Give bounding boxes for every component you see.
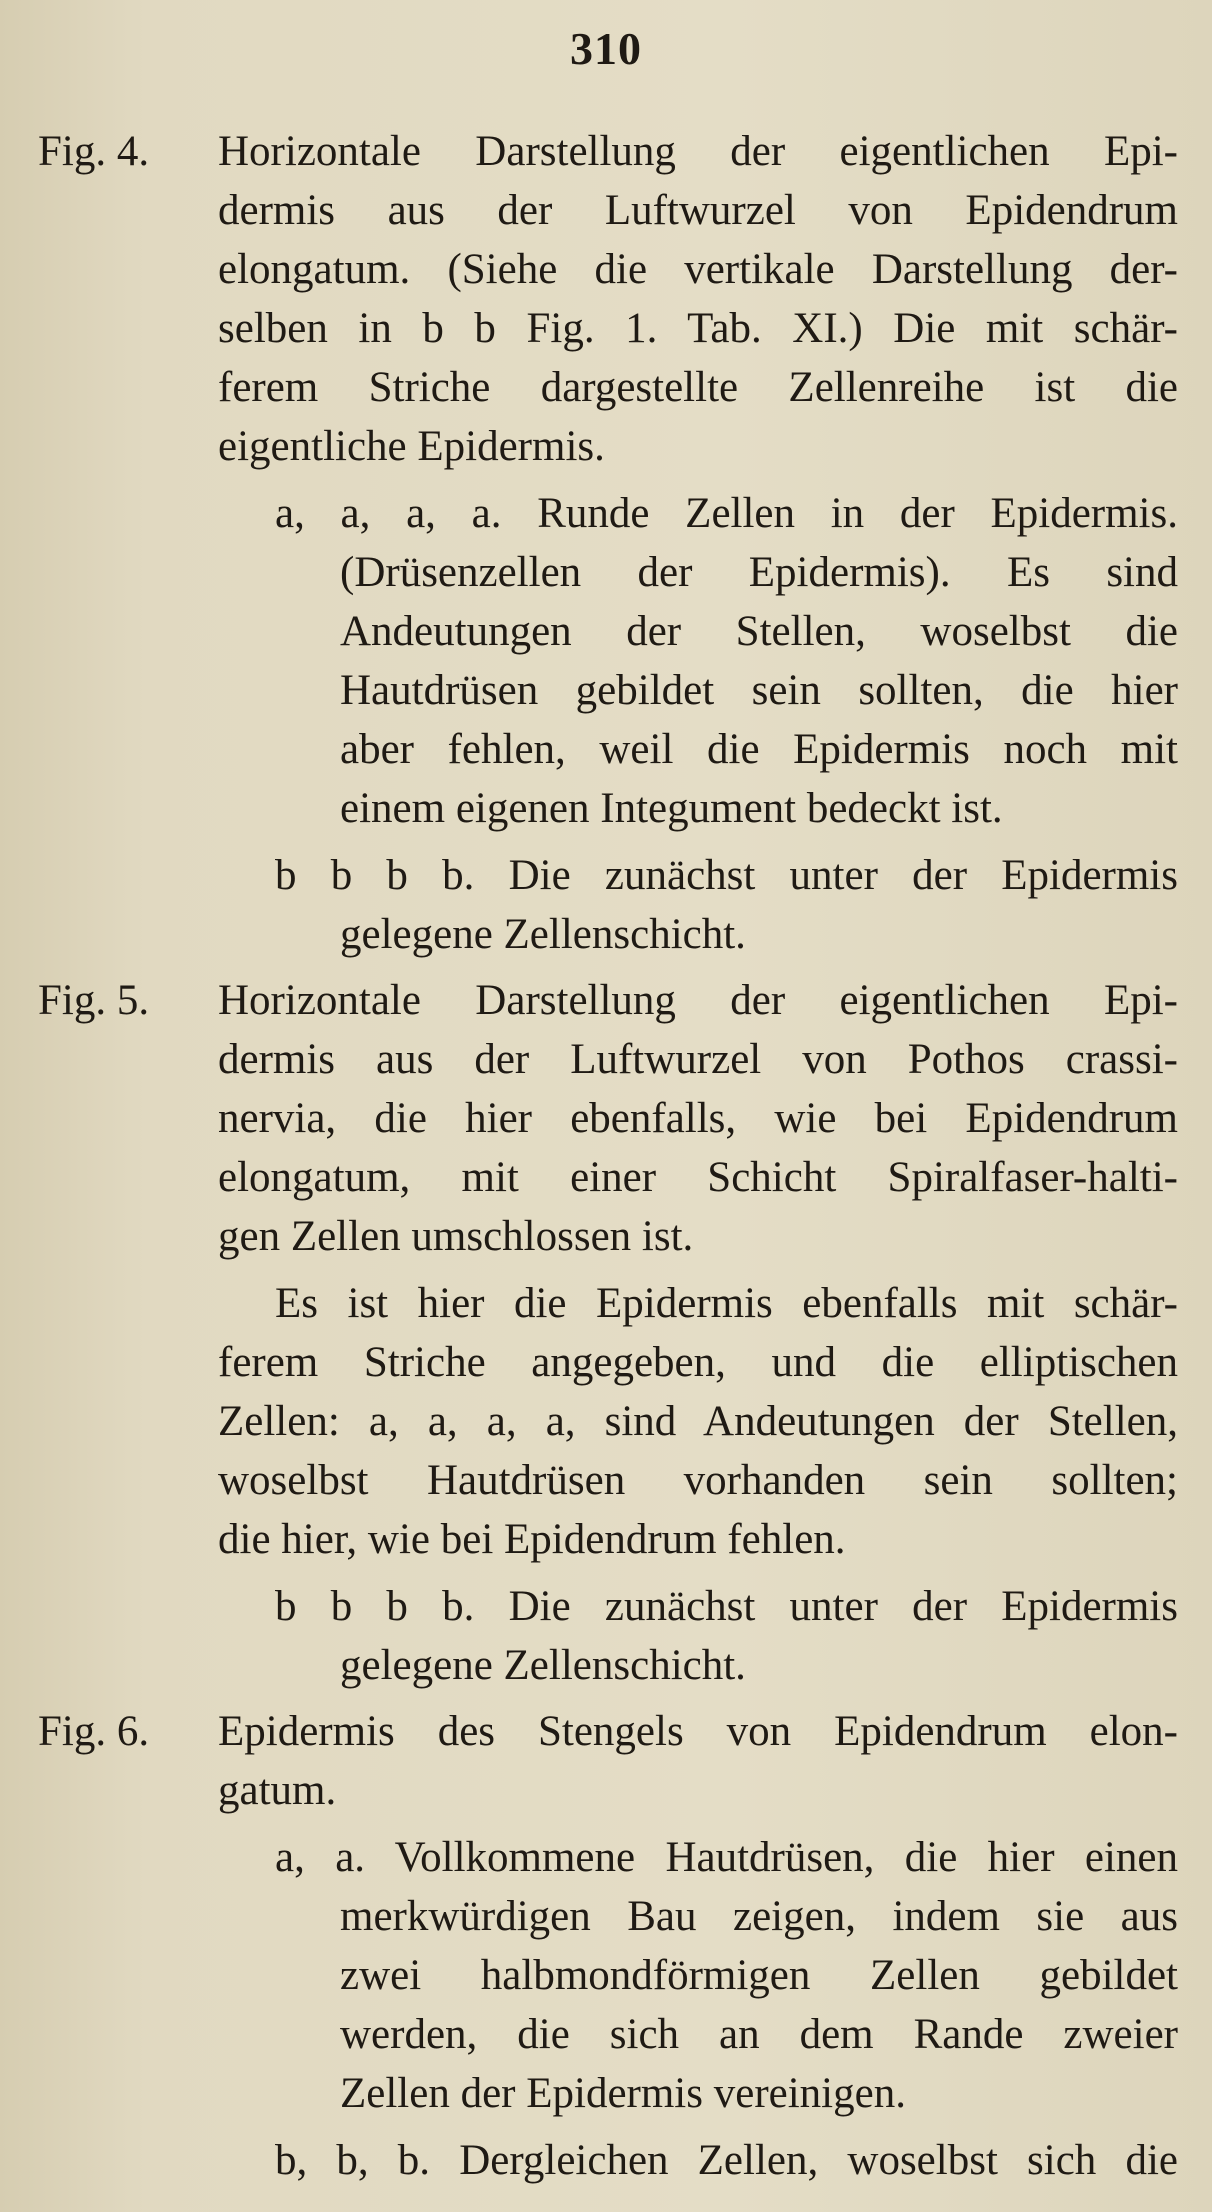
fig-5-paragraph-line: Zellen: a, a, a, a, sind Andeutungen der Stellen, [218,1398,1178,1445]
fig-6-item-a-line: Zellen der Epidermis vereinigen. [340,2070,906,2117]
fig-4-item-b-line: b b b b. Die zunächst unter der Epidermis [275,852,1178,899]
fig-4-item-a-line: (Drüsenzellen der Epidermis). Es sind [340,549,1178,596]
fig-4-text-line: ferem Striche dargestellte Zellenreihe ist die [218,364,1178,411]
fig-4-text-line: eigentliche Epidermis. [218,423,605,470]
fig-4-item-a-line: Hautdrüsen gebildet sein sollten, die hier [340,667,1178,714]
fig-5-text-line: gen Zellen umschlossen ist. [218,1213,694,1260]
fig-5-label: Fig. 5. [38,977,150,1024]
fig-5-text-line: elongatum, mit einer Schicht Spiralfaser-halti- [218,1154,1178,1201]
fig-6-item-a-line: werden, die sich an dem Rande zweier [340,2011,1178,2058]
fig-4-text-line: Horizontale Darstellung der eigentlichen Epi- [218,128,1178,175]
fig-6-item-a-line: merkwürdigen Bau zeigen, indem sie aus [340,1893,1178,1940]
fig-5-text-line: Horizontale Darstellung der eigentlichen Epi- [218,977,1178,1024]
fig-6-text-line: gatum. [218,1767,337,1814]
fig-5-item-b-line: b b b b. Die zunächst unter der Epidermis [275,1583,1178,1630]
fig-4-item-a-line: einem eigenen Integument bedeckt ist. [340,785,1003,832]
page-number: 310 [570,23,642,74]
fig-4-item-a-line: Andeutungen der Stellen, woselbst die [340,608,1178,655]
fig-4-item-a-line: a, a, a, a. Runde Zellen in der Epidermis. [275,490,1178,537]
fig-5-text-line: nervia, die hier ebenfalls, wie bei Epidendrum [218,1095,1178,1142]
fig-6-item-a-line: zwei halbmondförmigen Zellen gebildet [340,1952,1178,1999]
fig-5-item-b-line: gelegene Zellenschicht. [340,1642,746,1689]
fig-5-paragraph-line: die hier, wie bei Epidendrum fehlen. [218,1516,846,1563]
fig-6-item-a-line: a, a. Vollkommene Hautdrüsen, die hier einen [275,1834,1178,1881]
fig-4-text-line: selben in b b Fig. 1. Tab. XI.) Die mit schär- [218,305,1178,352]
fig-6-item-b-line: b, b, b. Dergleichen Zellen, woselbst sich die [275,2137,1178,2184]
fig-4-text-line: dermis aus der Luftwurzel von Epidendrum [218,187,1178,234]
fig-4-item-a-line: aber fehlen, weil die Epidermis noch mit [340,726,1178,773]
fig-5-paragraph-line: woselbst Hautdrüsen vorhanden sein sollten; [218,1457,1178,1504]
fig-4-label: Fig. 4. [38,128,150,175]
fig-6-text-line: Epidermis des Stengels von Epidendrum elon- [218,1708,1178,1755]
fig-5-paragraph-line: ferem Striche angegeben, und die elliptischen [218,1339,1178,1386]
fig-5-paragraph-line: Es ist hier die Epidermis ebenfalls mit schär- [275,1280,1178,1327]
fig-4-text-line: elongatum. (Siehe die vertikale Darstellung der- [218,246,1178,293]
fig-4-item-b-line: gelegene Zellenschicht. [340,911,746,958]
fig-5-text-line: dermis aus der Luftwurzel von Pothos crassi- [218,1036,1178,1083]
fig-6-label: Fig. 6. [38,1708,150,1755]
